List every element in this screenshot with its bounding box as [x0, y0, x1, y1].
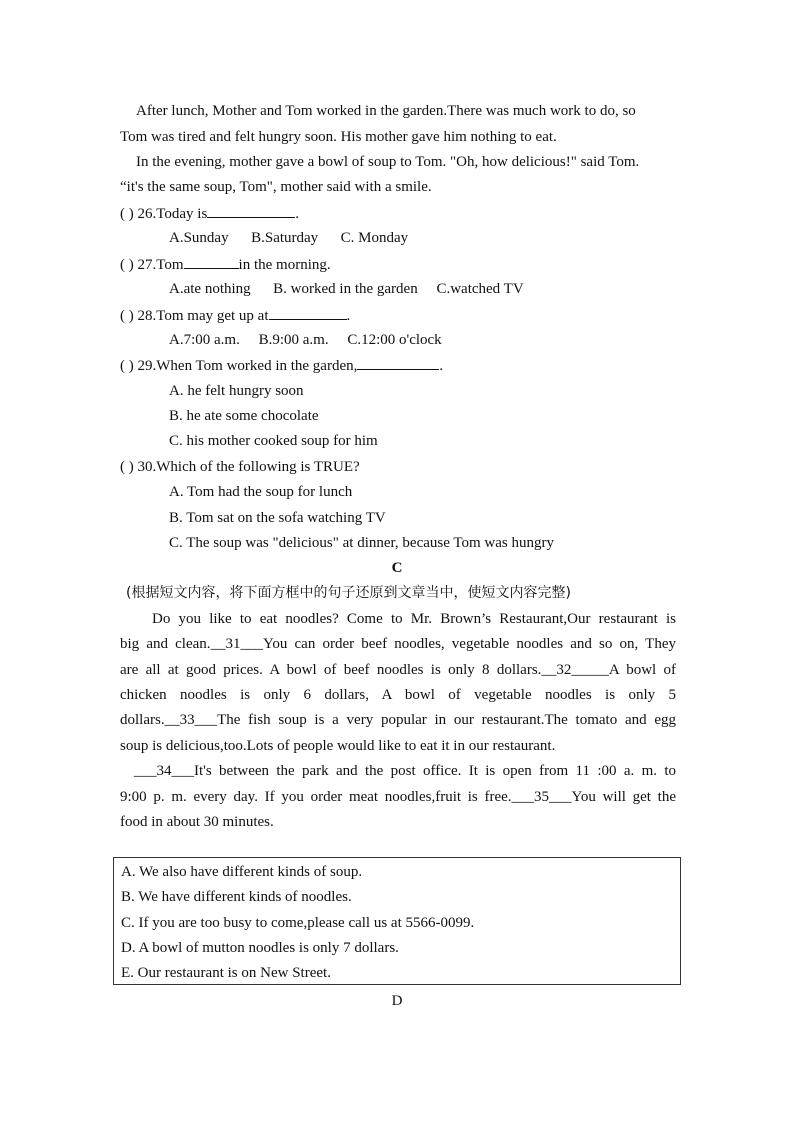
- question-end: .: [295, 206, 300, 222]
- section-heading-c: C: [391, 560, 403, 576]
- passage-line: Tom was tired and felt hungry soon. His mother gave him nothing to eat.: [120, 129, 557, 145]
- options-26: [169, 227, 725, 249]
- question-end: .: [346, 308, 351, 324]
- question-29: [120, 354, 676, 377]
- question-27: [120, 253, 676, 276]
- answer-bracket[interactable]: ( ): [120, 257, 134, 273]
- option: C. Monday: [340, 230, 409, 246]
- question-26: [120, 202, 676, 225]
- answer-bracket[interactable]: ( ): [120, 308, 134, 324]
- option: C.12:00 o'clock: [347, 332, 442, 348]
- section-instruction: (根据短文内容，将下面方框中的句子还原到文章当中，使短文内容完整): [126, 585, 571, 601]
- option: C.watched TV: [436, 281, 524, 297]
- answer-bracket[interactable]: ( ): [120, 459, 134, 475]
- passage-c-line: Do you like to eat noodles? Come to Mr. Brown’s Restaurant,Our restaurant is: [152, 611, 676, 627]
- question-end: .: [439, 358, 444, 374]
- question-stem: 26.Today is: [137, 206, 208, 222]
- question-stem: 29.When Tom worked in the garden,: [137, 358, 358, 374]
- box-option-e: E. Our restaurant is on New Street.: [121, 965, 331, 981]
- passage-line: After lunch, Mother and Tom worked in the garden.There was much work to do, so: [136, 103, 636, 119]
- option-30-c: C. The soup was "delicious" at dinner, because Tom was hungry: [169, 535, 554, 551]
- passage-c-line: chicken noodles is only 6 dollars, A bowl of vegetable noodles is only 5: [120, 687, 676, 703]
- passage-c-line: dollars.__33___The fish soup is a very popular in our restaurant.The tomato and egg: [120, 712, 676, 728]
- answer-blank[interactable]: [357, 354, 439, 370]
- passage-c-line: soup is delicious,too.Lots of people would like to eat it in our restaurant.: [120, 738, 556, 754]
- question-stem: 30.Which of the following is TRUE?: [137, 459, 360, 475]
- answer-blank[interactable]: [207, 202, 295, 218]
- question-28: [120, 304, 676, 327]
- box-option-b: B. We have different kinds of noodles.: [121, 889, 352, 905]
- option-29-a: A. he felt hungry soon: [169, 383, 304, 399]
- option-30-b: B. Tom sat on the sofa watching TV: [169, 510, 386, 526]
- question-stem: 28.Tom may get up at: [137, 308, 269, 324]
- passage-line: In the evening, mother gave a bowl of soup to Tom. "Oh, how delicious!" said Tom.: [136, 154, 640, 170]
- passage-c-line: ___34___It's between the park and the post office. It is open from 11 :00 a. m. to: [134, 763, 676, 779]
- question-end: in the morning.: [238, 257, 331, 273]
- option: A.ate nothing: [169, 281, 251, 297]
- option-30-a: A. Tom had the soup for lunch: [169, 484, 353, 500]
- options-28: [169, 329, 725, 351]
- answer-bracket[interactable]: ( ): [120, 206, 134, 222]
- box-option-c: C. If you are too busy to come,please call us at 5566-0099.: [121, 915, 475, 931]
- box-option-a: A. We also have different kinds of soup.: [121, 864, 363, 880]
- question-stem: 27.Tom: [137, 257, 184, 273]
- box-option-d: D. A bowl of mutton noodles is only 7 dollars.: [121, 940, 399, 956]
- answer-bracket[interactable]: ( ): [120, 358, 134, 374]
- sentence-options-box: [113, 857, 681, 985]
- section-heading-d: D: [391, 993, 403, 1009]
- passage-c-line: 9:00 p. m. every day. If you order meat noodles,fruit is free.___35___You will get the: [120, 789, 676, 805]
- option: A.7:00 a.m.: [169, 332, 240, 348]
- option-29-c: C. his mother cooked soup for him: [169, 433, 378, 449]
- passage-c-line: big and clean.__31___You can order beef noodles, vegetable noodles and so on, They: [120, 636, 676, 652]
- answer-blank[interactable]: [184, 253, 239, 269]
- answer-blank[interactable]: [269, 304, 347, 320]
- passage-c-line: are all at good prices. A bowl of beef noodles is only 8 dollars.__32_____A bowl of: [120, 662, 676, 678]
- passage-line: “it's the same soup, Tom", mother said with a smile.: [120, 179, 432, 195]
- option: B.Saturday: [251, 230, 319, 246]
- option: B. worked in the garden: [273, 281, 418, 297]
- options-27: [169, 278, 725, 300]
- passage-c-line: food in about 30 minutes.: [120, 814, 274, 830]
- option: A.Sunday: [169, 230, 229, 246]
- question-30: [120, 456, 676, 478]
- option: B.9:00 a.m.: [258, 332, 329, 348]
- option-29-b: B. he ate some chocolate: [169, 408, 319, 424]
